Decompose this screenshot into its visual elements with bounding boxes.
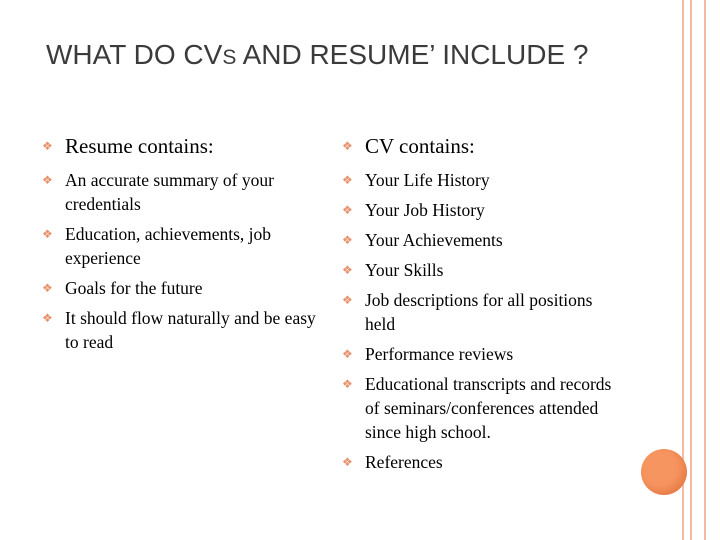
list-item	[342, 198, 622, 222]
list-item	[342, 372, 622, 444]
list-item-text: Your Life History	[365, 170, 490, 190]
title-part1: WHAT DO CV	[46, 39, 223, 70]
cv-column	[342, 132, 622, 480]
resume-heading	[42, 132, 317, 160]
cv-heading	[342, 132, 622, 160]
list-item-text: Performance reviews	[365, 344, 514, 364]
list-item	[342, 342, 622, 366]
decorative-border	[678, 0, 720, 540]
bullet-icon: ❖	[342, 263, 353, 277]
bullet-icon: ❖	[42, 139, 53, 153]
bullet-icon: ❖	[42, 281, 53, 295]
list-item	[342, 288, 622, 336]
list-item-text: Your Skills	[365, 260, 444, 280]
list-item	[342, 228, 622, 252]
list-item-text: An accurate summary of your credentials	[65, 170, 274, 214]
bullet-icon: ❖	[342, 293, 353, 307]
list-item-text: Goals for the future	[65, 278, 203, 298]
list-item	[42, 222, 317, 270]
list-item	[42, 168, 317, 216]
list-item	[342, 450, 622, 474]
bullet-icon: ❖	[342, 173, 353, 187]
title-small-s: S	[222, 46, 237, 69]
bullet-icon: ❖	[342, 455, 353, 469]
resume-column	[42, 132, 317, 360]
bullet-icon: ❖	[42, 311, 53, 325]
list-item-text: Education, achievements, job experience	[65, 224, 272, 268]
decorative-orb	[641, 449, 687, 495]
bullet-icon: ❖	[342, 347, 353, 361]
cv-heading-label: CV contains:	[365, 134, 475, 158]
resume-heading-label: Resume contains:	[65, 134, 214, 158]
slide-title	[46, 36, 626, 77]
list-item-text: Your Job History	[365, 200, 485, 220]
list-item-text: References	[365, 452, 443, 472]
bullet-icon: ❖	[42, 227, 53, 241]
list-item	[342, 258, 622, 282]
bullet-icon: ❖	[342, 139, 353, 153]
bullet-icon: ❖	[342, 203, 353, 217]
list-item-text: Job descriptions for all positions held	[365, 290, 593, 334]
title-part2: AND RESUME’ INCLUDE ?	[236, 39, 589, 70]
bullet-icon: ❖	[342, 233, 353, 247]
list-item-text: Educational transcripts and records of seminars/conferences attended since high school.	[365, 374, 612, 442]
bullet-icon: ❖	[342, 377, 353, 391]
bullet-icon: ❖	[42, 173, 53, 187]
list-item-text: It should flow naturally and be easy to read	[65, 308, 316, 352]
list-item	[342, 168, 622, 192]
list-item	[42, 306, 317, 354]
list-item	[42, 276, 317, 300]
list-item-text: Your Achievements	[365, 230, 503, 250]
